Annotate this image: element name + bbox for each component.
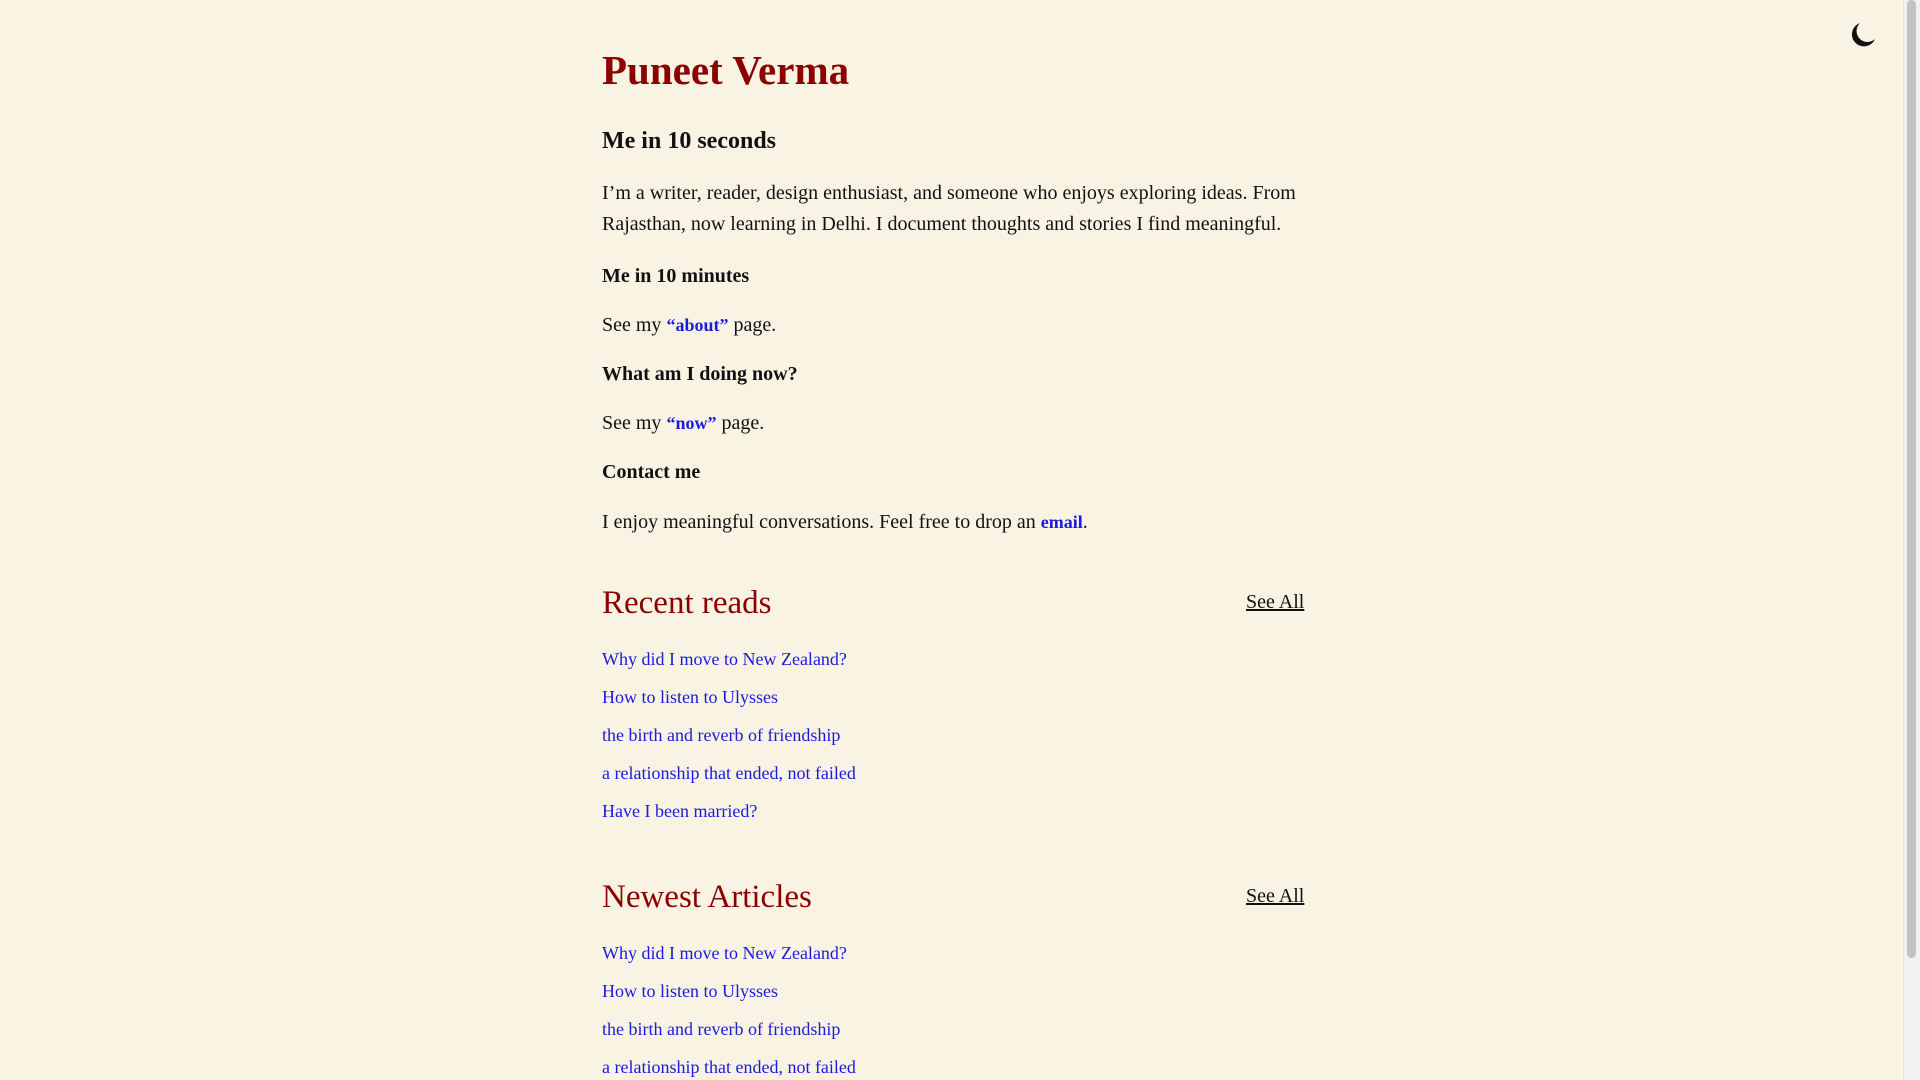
contact-prefix: I enjoy meaningful conversations. Feel free to drop an <box>602 511 1041 533</box>
article-link[interactable]: How to listen to Ulysses <box>602 981 779 1001</box>
about-suffix: page. <box>728 314 777 336</box>
about-link[interactable]: “about” <box>666 315 729 335</box>
page-scrollbar[interactable] <box>1903 0 1920 1080</box>
contact-suffix: . <box>1082 511 1088 533</box>
site-title[interactable]: Puneet Verma <box>602 47 850 93</box>
newest-articles-list <box>602 939 856 1080</box>
theme-toggle-button[interactable] <box>1848 20 1878 50</box>
recent-read-link[interactable]: Have I been married? <box>602 801 758 821</box>
article-link[interactable]: Why did I move to New Zealand? <box>602 943 847 963</box>
email-link[interactable]: email <box>1040 512 1083 532</box>
recent-reads-see-all-link[interactable]: See All <box>1246 591 1305 613</box>
list-item <box>602 939 856 977</box>
scrollbar-thumb[interactable] <box>1907 0 1916 958</box>
recent-read-link[interactable]: Why did I move to New Zealand? <box>602 649 847 669</box>
newest-articles-see-all-link[interactable]: See All <box>1246 885 1305 907</box>
contact-paragraph <box>602 507 1088 537</box>
list-item <box>602 1053 856 1080</box>
list-item <box>602 721 856 759</box>
intro-heading: Me in 10 seconds <box>602 128 776 154</box>
now-prefix: See my <box>602 412 667 434</box>
recent-read-link[interactable]: How to listen to Ulysses <box>602 687 779 707</box>
about-heading: Me in 10 minutes <box>602 265 750 287</box>
article-link[interactable]: the birth and reverb of friendship <box>602 1019 841 1039</box>
list-item <box>602 759 856 797</box>
recent-read-link[interactable]: a relationship that ended, not failed <box>602 763 856 783</box>
recent-reads-list <box>602 645 856 835</box>
contact-heading: Contact me <box>602 461 701 483</box>
recent-read-link[interactable]: the birth and reverb of friendship <box>602 725 841 745</box>
list-item <box>602 977 856 1015</box>
newest-articles-title: Newest Articles <box>602 879 812 915</box>
list-item <box>602 645 856 683</box>
list-item <box>602 1015 856 1053</box>
about-paragraph <box>602 310 776 340</box>
list-item <box>602 683 856 721</box>
intro-text: I’m a writer, reader, design enthusiast, and someone who enjoys exploring ideas. From Rajasthan, now learning in Delhi. I document thoughts and stories I find meaningful. <box>602 182 1296 235</box>
about-prefix: See my <box>602 314 667 336</box>
now-heading: What am I doing now? <box>602 363 798 385</box>
list-item <box>602 797 856 835</box>
article-link[interactable]: a relationship that ended, not failed <box>602 1057 856 1077</box>
now-suffix: page. <box>716 412 765 434</box>
now-paragraph <box>602 408 764 438</box>
now-link[interactable]: “now” <box>666 413 717 433</box>
recent-reads-title: Recent reads <box>602 585 772 621</box>
moon-icon <box>1848 20 1878 50</box>
